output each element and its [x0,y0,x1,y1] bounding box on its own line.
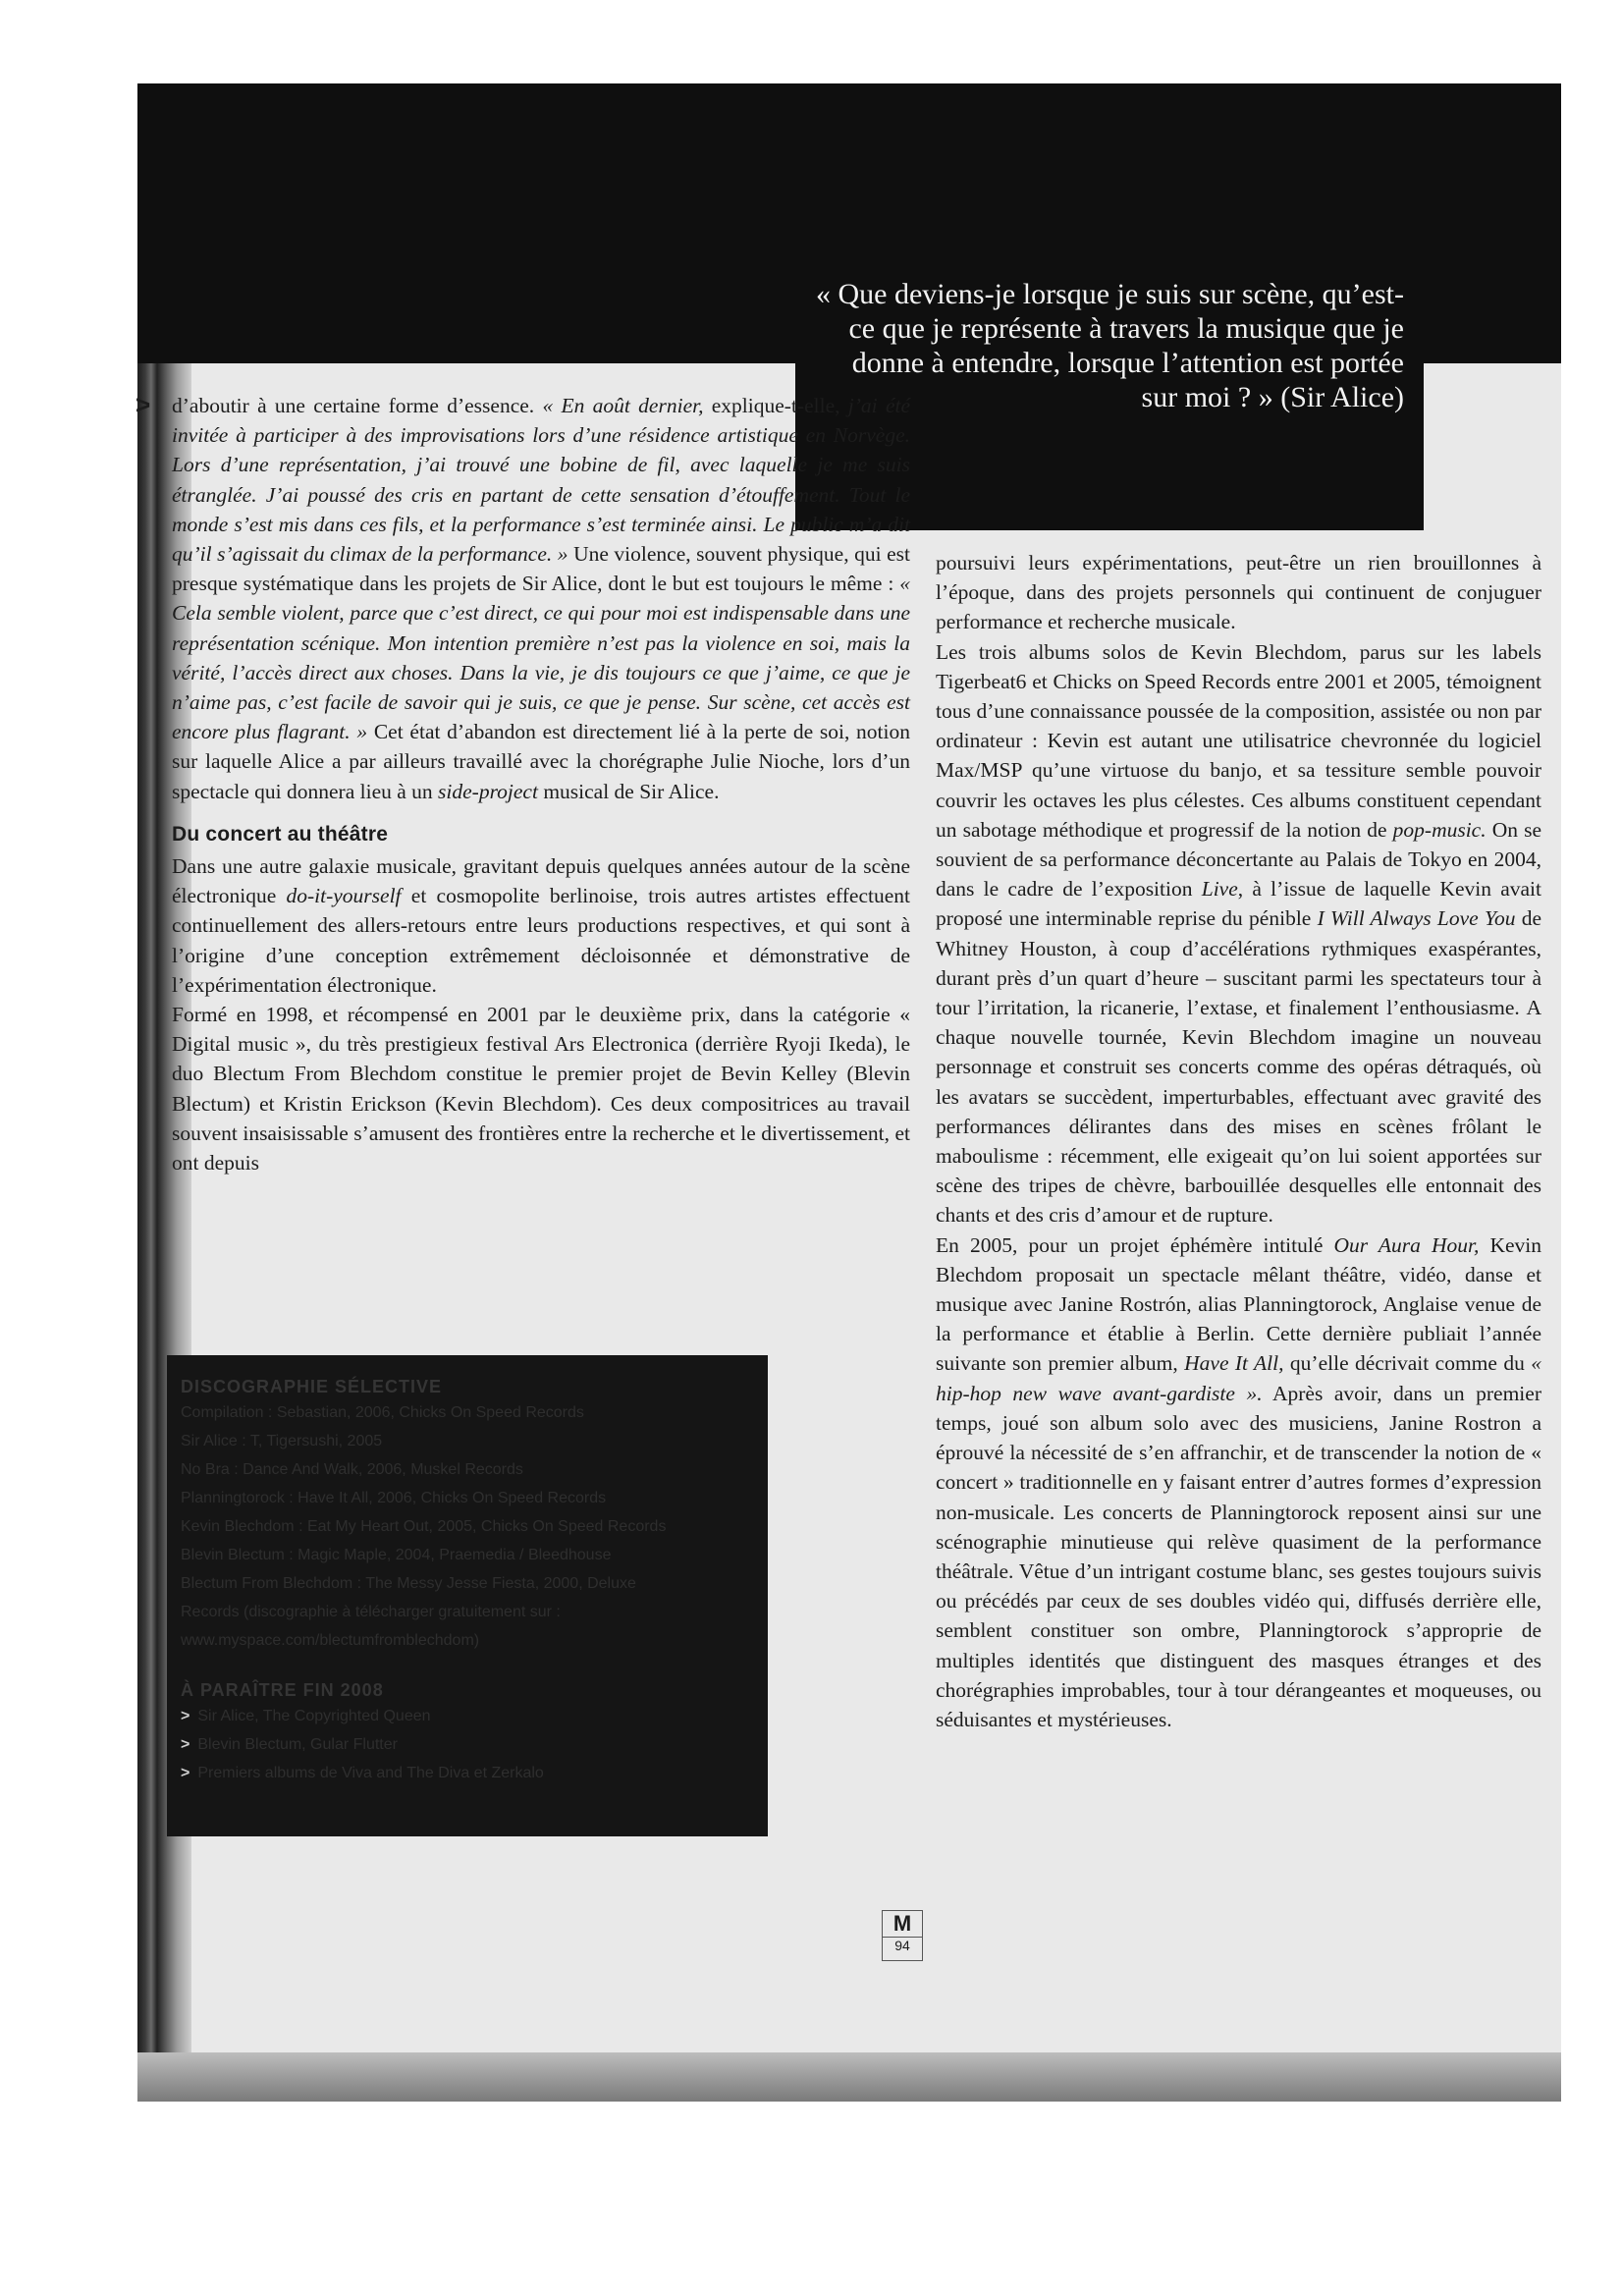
section-heading: Du concert au théâtre [172,822,389,846]
text-run: poursuivi leurs expérimentations, peut-être un rien brouillonnes à l’époque, dans des projets personnels qui continuent de conjuguer performance et recherche musicale. [936,551,1541,634]
paragraph [172,1000,910,1177]
text-run: d’aboutir à une certaine forme d’essence. [172,394,543,417]
discography-entry: Records (discographie à télécharger gratuitement sur : [181,1604,561,1620]
discography-entry: Blectum From Blechdom : The Messy Jesse Fiesta, 2000, Deluxe [181,1575,636,1592]
discography-entry: www.myspace.com/blectumfromblechdom) [181,1632,480,1649]
upcoming-title: À PARAÎTRE FIN 2008 [181,1680,384,1700]
text-run: Cet état d’abandon est directement lié à la perte de soi, notion sur laquelle Alice a par ailleurs travaillé avec la chorégraphe Julie Nioche, lors d’un spectacle qui donnera lieu à un [172,720,911,803]
text-run: , à l’issue de laquelle Kevin avait proposé une interminable reprise du pénible [936,877,1541,931]
text-run: Une violence, souvent physique, qui est presque systématique dans les projets de Sir Alice, dont le but est toujours le même : [172,542,910,596]
discography-entry: Planningtorock : Have It All, 2006, Chicks On Speed Records [181,1490,607,1506]
text-run: qu’elle décrivait comme du [1283,1351,1532,1376]
italic-text-run: Have It All, [1184,1351,1284,1376]
italic-text-run: « En août dernier, [542,394,712,417]
upcoming-entry-text: Blevin Blectum, Gular Flutter [197,1736,398,1753]
text-run: de Whitney Houston, à coup d’accélérations rythmiques exaspérantes, durant près d’un quart d’heure – suscitant parmi les spectateurs tour à tour l’irritation, la ricanerie, l’extase, et finalement l’enthousiasme. A chaque nouvelle tournée, Kevin Blechdom imagine un nouveau personnage et construit ses concerts comme des opéras détraqués, où les avatars se succèdent, imperturbables, effectuant avec gravité des performances délirantes dans des mises en scènes frôlant le maboulisme : récemment, elle exigeait qu’on lui soient apportées sur scène des tripes de chèvre, barbouillée desquelles elle entonnait des chants et des cris d’amour et de rupture. [936,906,1542,1228]
italic-text-run: « hip-hop new wave avant-gardiste ». [936,1351,1542,1405]
italic-text-run: I Will Always Love You [1317,906,1516,931]
text-run: et cosmopolite berlinoise, trois autres artistes effectuent continuellement des allers-retours entre leurs productions respectives, et qui sont à l’origine d’une conception extrêmement décloisonnée et démonstrative de l’expérimentation électronique. [172,884,910,997]
discography-entry: Compilation : Sebastian, 2006, Chicks On Speed Records [181,1404,584,1421]
discography-box [167,1355,768,1836]
text-run: Formé en 1998, et récompensé en 2001 par le deuxième prix, dans la catégorie « Digital music », du très prestigieux festival Ars Electronica (derrière Ryoji Ikeda), le duo Blectum From Blechdom constitue le premier projet de Bevin Kelley (Blevin Blectum) et Kristin Erickson (Kevin Blechdom). Ces deux compositrices au travail souvent insaisissable s’amusent des frontières entre la recherche et le divertissement, et ont depuis [172,1003,910,1175]
discography-title: DISCOGRAPHIE SÉLECTIVE [181,1377,443,1396]
italic-text-run: Our Aura Hour, [1333,1232,1480,1257]
discography-entry: No Bra : Dance And Walk, 2006, Muskel Records [181,1461,523,1478]
paragraph [936,548,1541,637]
upcoming-entry [181,1730,754,1759]
text-run: musical de Sir Alice. [537,779,720,803]
discography-entry: Sir Alice : T, Tigersushi, 2005 [181,1433,383,1449]
paragraph [936,1230,1541,1734]
discography-entry: Kevin Blechdom : Eat My Heart Out, 2005, Chicks On Speed Records [181,1518,667,1535]
magazine-logo: M [892,1911,912,1936]
bullet-arrow-icon: > [181,1736,190,1753]
text-run: En 2005, pour un projet éphémère intitulé [936,1232,1334,1257]
left-column [172,391,910,1177]
paragraph [172,851,910,1000]
continuation-arrow: > [135,390,151,419]
upcoming-entry [181,1759,754,1787]
upcoming-entry [181,1702,754,1730]
text-run: On se souvient de sa performance déconcertante au Palais de Tokyo en 2004, dans le cadre de l’exposition [936,817,1541,902]
bullet-arrow-icon: > [181,1765,190,1781]
page-number: 94 [883,1937,922,1953]
italic-text-run: j’ai été invitée à participer à des improvisations lors d’une résidence artistique en Norvège. Lors d’une représentation, j’ai trouvé une bobine de fil, avec laquelle je me suis étranglée. J’ai poussé des cris en partant de cette sensation d’étouffement. Tout le monde s’est mis dans ces fils, et la performance s’est terminée ainsi. Le public m’a dit qu’il s’agissait du climax de la performance. » [172,394,911,567]
paragraph [172,391,910,806]
upcoming-entry-text: Sir Alice, The Copyrighted Queen [197,1708,431,1724]
text-run: Après avoir, dans un premier temps, joué son album solo avec des musiciens, Janine Rostron a éprouvé la nécessité de s’en affranchir, et de transcender la notion de « concert » traditionnelle en y faisant entrer d’autres formes d’expression non-musicale. Les concerts de Planningtorock reposent ainsi sur une scénographie minutieuse qui relève quasiment de la performance théâtrale. Vêtue d’un intrigant costume blanc, ses gestes toujours suivis ou précédés par ceux de ses doubles vidéo qui, diffusés derrière elle, semblent constituer son ombre, Planningtorock s’approprie de multiples identités que distinguent des masques étranges et des chorégraphies improbables, tour à tour dérangeantes et moqueuses, ou séduisantes et mystérieuses. [936,1381,1541,1731]
text-run: explique-t-elle, [711,394,848,417]
text-run: Kevin Blechdom proposait un spectacle mêlant théâtre, vidéo, danse et musique avec Janine Rostrón, alias Planningtorock, Anglaise venue de la performance et établie à Berlin. Cette dernière publiait l’année suivante son premier album, [936,1232,1542,1376]
right-column [936,548,1541,1734]
paragraph [936,637,1541,1230]
italic-text-run: do-it-yourself [286,884,402,908]
discography-list [181,1398,754,1655]
italic-text-run: side-project [438,779,538,803]
upcoming-list [181,1702,754,1787]
page-number-badge [882,1910,923,1961]
text-run: Dans une autre galaxie musicale, gravitant depuis quelques années autour de la scène électronique [172,854,910,908]
pull-quote: « Que deviens-je lorsque je suis sur scène, qu’est-ce que je représente à travers la musique que je donne à entendre, lorsque l’attention est portée sur moi ? » (Sir Alice) [815,278,1404,413]
bullet-arrow-icon: > [181,1708,190,1724]
upcoming-entry-text: Premiers albums de Viva and The Diva et Zerkalo [197,1765,544,1781]
bottom-scan-shadow [137,2052,1561,2102]
italic-text-run: Live [1201,877,1238,902]
italic-text-run: « Cela semble violent, parce que c’est direct, ce qui pour moi est indispensable dans une représentation scénique. Mon intention première n’est pas la violence en soi, mais la vérité, l’accès direct aux choses. Dans la vie, je dis toujours ce que j’aime, ce que je n’aime pas, c’est facile de savoir qui je suis, ce que je pense. Sur scène, cet accès est encore plus flagrant. » [172,572,910,744]
italic-text-run: pop-music. [1392,817,1487,842]
discography-entry: Blevin Blectum : Magic Maple, 2004, Praemedia / Bleedhouse [181,1547,612,1563]
text-run: Les trois albums solos de Kevin Blechdom, parus sur les labels Tigerbeat6 et Chicks on Speed Records entre 2001 et 2005, témoignent tous d’une connaissance poussée de la composition, assistée ou non par ordinateur : Kevin est autant une utilisatrice chevronnée du logiciel Max/MSP qu’une virtuose du banjo, et sa tessiture semble pouvoir couvrir les octaves les plus célestes. Ces albums constituent cependant un sabotage méthodique et progressif de la notion de [936,639,1541,842]
